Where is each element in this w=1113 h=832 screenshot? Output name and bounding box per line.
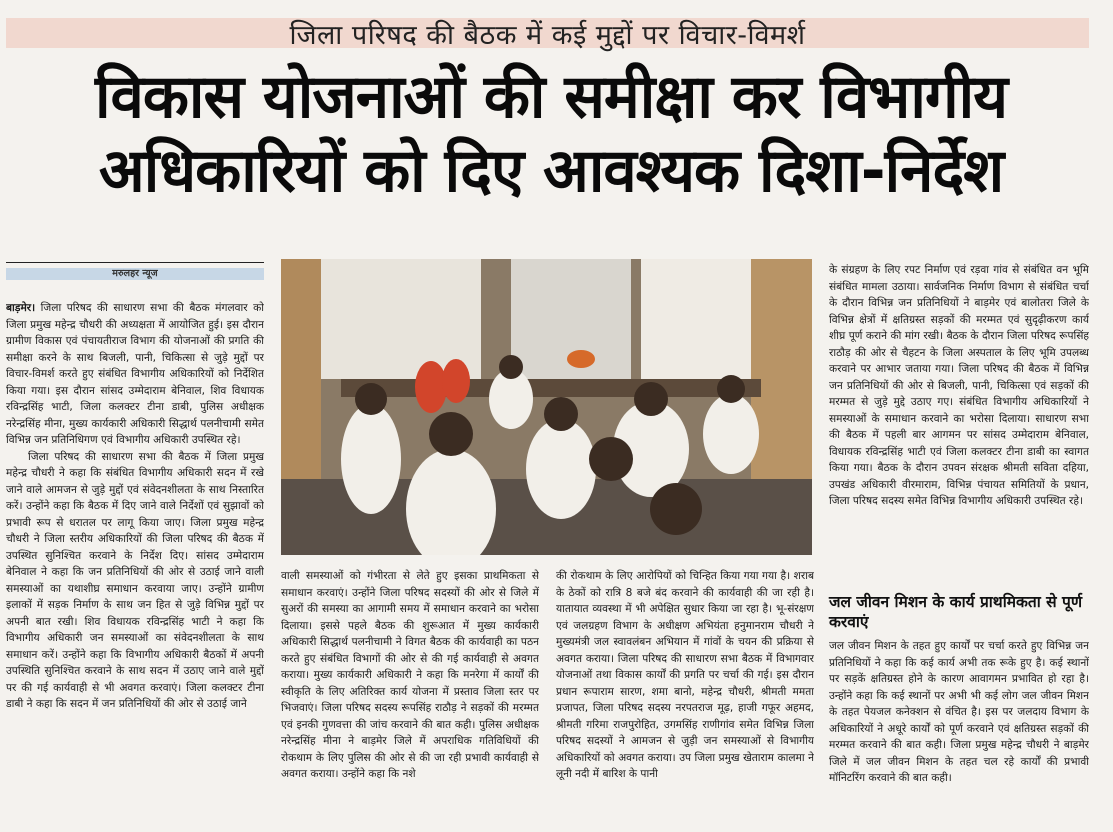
meeting-photo: [281, 259, 812, 555]
column-rule: [6, 262, 264, 263]
article-column-2: [281, 568, 539, 830]
headline-line-1: विकास योजनाओं की समीक्षा कर विभागीय: [94, 62, 1008, 132]
article-column-3: [556, 568, 814, 830]
headline-line-2: अधिकारियों को दिए आवश्यक दिशा-निर्देश: [98, 136, 1004, 206]
kicker-text: जिला परिषद की बैठक में कई मुद्दों पर विचार-विमर्श: [289, 19, 806, 51]
paragraph-2: जिला परिषद की साधारण सभा की बैठक में जिला प्रमुख महेन्द्र चौधरी ने कहा कि संबंधित विभागीय अधिकारी सदन में रखे जाने वाले आमजन से जुड़े मुद्दों एवं संवेदनशीलता के साथ निस्तारित करें। उन्होंने कहा कि बैठक में दिए जाने वाले निर्देशों एवं सुझावों को प्रभावी रूप से धरातल पर लागू किया जाए। जिला प्रमुख महेन्द्र चौधरी ने जिला स्तरीय अधिकारियों की जिला परिषद की बैठक में उपस्थित सुनिश्चित करवाने के निर्देश दिए। सांसद उम्मेदाराम बेनिवाल ने कहा कि जन प्रतिनिधियों की ओर से उठाई जाने वाली समस्याओं का यथाशीघ्र समाधान करवाया जाए। उन्होंने ग्रामीण इलाकों में सड़क निर्माण के साथ जन हित से जुड़े विभिन्न मुद्दों पर अपनी बात रखी। शिव विधायक रविन्द्रसिंह भाटी ने कहा कि विभागीय अधिकारी जन समस्याओं का संवेदनशीलता के साथ समाधान करें। उन्होंने कहा कि विभागीय अधिकारी बैठकों में अपनी उपस्थिति सुनिश्चित करवाने के साथ सदन में उठाए जाने वाले मुद्दों पर की गई कार्यवाही से भी अवगत करवाएं। जिला कलक्टर टीना डाबी ने कहा कि सदन में जन प्रतिनिधियों की ओर से उठाई जाने: [6, 450, 264, 710]
paragraph-1-text: जिला परिषद की साधारण सभा की बैठक मंगलवार को जिला प्रमुख महेन्द्र चौधरी की अध्यक्षता में आयोजित हुई। इस दौरान ग्रामीण विकास एवं पंचायतीराज विभाग की योजनाओं की प्रगति की समीक्षा करने के साथ बिजली, पानी, चिकित्सा से जुड़े मुद्दों पर विचार-विमर्श करते हुए संबंधित विभागीय अधिकारियों को निर्देशित किया गया। इस दौरान सांसद उम्मेदाराम बेनिवाल, शिव विधायक रविन्द्रसिंह भाटी, जिला कलक्टर टीना डाबी, पुलिस अधीक्षक नरेन्द्रसिंह मीना, मुख्य कार्यकारी अधिकारी सिद्धार्थ पलनीचामी समेत विभिन्न जन प्रतिनिधिगण एवं विभागीय अधिकारी उपस्थित रहे।: [6, 302, 264, 446]
subheading: जल जीवन मिशन के कार्य प्राथमिकता से पूर्ण करवाएं: [829, 593, 1083, 631]
paragraph-col4b: जल जीवन मिशन के तहत हुए कार्यों पर चर्चा करते हुए विभिन्न जन प्रतिनिधियों ने कहा कि कई कार्य अभी तक रूके हुए है। कई स्थानों पर सड़कें क्षतिग्रस्त होने के कारण आवागमन प्रभावित हो रहा है। उन्होंने कहा कि कई स्थानों पर अभी भी कई लोग जल जीवन मिशन के तहत पेयजल कनेक्शन से वंचित है। इस पर जलदाय विभाग के अधिकारियों ने अधूरे कार्यों को पूर्ण करवाने एवं क्षतिग्रस्त सड़कों की मरम्मत करवाने की बात कही। जिला प्रमुख महेन्द्र चौधरी ने बाड़मेर जिले में जल जीवन मिशन के तहत चल रहे कार्यों की प्रभावी मॉनिटरिंग करवाने की बात कही।: [829, 640, 1089, 784]
paragraph-col4a: के संग्रहण के लिए रपट निर्माण एवं रड़वा गांव से संबंधित वन भूमि संबंधित मामला उठाया। सार्वजनिक निर्माण विभाग से संबंधित चर्चा के दौरान विभिन्न जन प्रतिनिधियों ने बाड़मेर एवं बालोतरा जिले के विभिन्न क्षेत्रों में क्षतिग्रस्त सड़कों की मरम्मत एवं सुदृढ़ीकरण कार्य शीघ्र पूर्ण कराने की मांग रखी। बैठक के दौरान जिला परिषद रूपसिंह राठौड़ की ओर से चैहटन के जिला अस्पताल के लिए भूमि उपलब्ध करवाने पर आभार जताया गया। जिला परिषद की बैठक में विभिन्न जन प्रतिनिधियों की ओर से बिजली, पानी, चिकित्सा एवं सड़कों की मरम्मत से जुड़े मुद्दे उठाए गए। संबंधित विभागीय अधिकारियों ने समस्याओं के समाधान करवाने का भरोसा दिलाया। साधारण सभा की बैठक में पहली बार आगमन पर सांसद उम्मेदाराम बेनिवाल, विधायक रविन्द्रसिंह भाटी एवं जिला कलक्टर टीना डाबी का स्वागत किया गया। बैठक के दौरान उपवन संरक्षक श्रीमती सविता दहिया, उपखंड अधिकारी वीरमाराम, विभिन्न पंचायत समितियों के प्रधान, जिला परिषद सदस्य समेत विभिन्न विभागीय अधिकारी उपस्थित रहे।: [829, 264, 1089, 507]
kicker-banner: [6, 18, 1089, 51]
paragraph-1: [6, 300, 264, 449]
meeting-illustration: [281, 259, 812, 555]
article-column-4-top: [829, 262, 1089, 584]
paragraph-col2: वाली समस्याओं को गंभीरता से लेते हुए इसका प्राथमिकता से समाधान करवाएं। उन्होंने जिला परिषद सदस्यों की ओर से जिले में सुअरों की समस्या का आगामी समय में समाधान करवाने का भरोसा दिलाया। इससे पहले बैठक की शुरूआत में मुख्य कार्यकारी अधिकारी सिद्धार्थ पलनीचामी ने विगत बैठक की कार्यवाही का पठन करते हुए संबंधित विभागों की ओर से की गई कार्यवाही से अवगत कराया। मुख्य कार्यकारी अधिकारी ने कहा कि मनरेगा में कार्यों की स्वीकृति के लिए अतिरिक्त कार्य योजना में प्रस्ताव जिला स्तर पर भिजवाएं। जिला परिषद सदस्य रूपसिंह राठौड़ ने सड़कों की मरम्मत एवं इनकी गुणवत्ता की जांच करवाने की बात कही। पुलिस अधीक्षक नरेन्द्रसिंह मीना ने बाड़मेर जिले में अपराधिक गतिविधियों की रोकथाम के लिए पुलिस की ओर से की जा रही प्रभावी कार्यवाही से अवगत कराया। उन्होंने कहा कि नशे: [281, 570, 539, 780]
byline: मरुलहर न्यूज: [6, 268, 264, 280]
dateline: बाड़मेर।: [6, 302, 36, 314]
article-column-4-bottom: [829, 638, 1089, 830]
paragraph-col3: की रोकथाम के लिए आरोपियों को चिन्हित किया गया गया है। शराब के ठेकों को रात्रि 8 बजे बंद करवाने की कार्यवाही की जा रही है। यातायात व्यवस्था में भी अपेक्षित सुधार किया जा रहा है। भू-संरक्षण एवं जलग्रहण विभाग के अधीक्षण अभियंता हनुमानराम चौधरी ने मुख्यमंत्री जल स्वावलंबन अभियान में गांवों के चयन की प्रक्रिया से अवगत कराया। जिला परिषद की साधारण सभा बैठक में विभागवार योजनाओं तथा विकास कार्यों की प्रगति पर चर्चा की गई। इस दौरान प्रधान रूपाराम सारण, शमा बानो, महेन्द्र चौधरी, श्रीमती ममता प्रजापत, जिला परिषद सदस्य नरपतराज मूढ़, हाजी गफूर अहमद, श्रीमती गरिमा राजपुरोहित, उगमसिंह राणीगांव समेत विभिन्न जिला परिषद सदस्यों ने आमजन से जुड़ी जन समस्याओं से विभागीय अधिकारियों को अवगत कराया। उप जिला प्रमुख खेताराम कालमा ने लूनी नदी में बारिश के पानी: [556, 570, 814, 780]
article-column-1: [6, 300, 264, 830]
main-headline: [6, 60, 1096, 208]
